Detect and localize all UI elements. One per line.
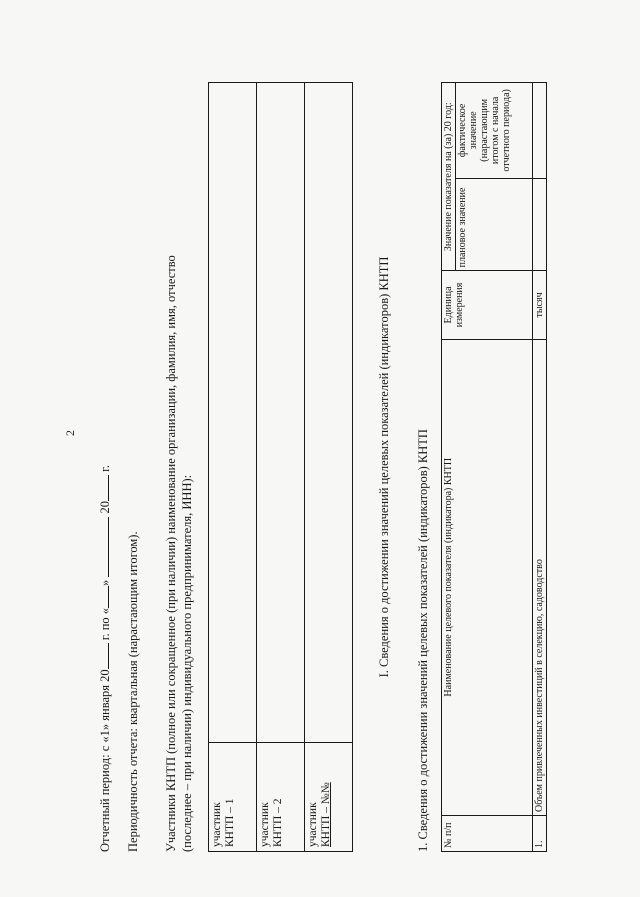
participant-label-line1: участник [211, 802, 223, 847]
row-unit: тысяч [533, 271, 547, 339]
row-name: Объем привлеченных инвестиций в селекцию, садоводство [533, 339, 547, 815]
participants-intro-1: Участники КНТП (полное или сокращенное (при наличии) наименование организации, фамилия, имя, отчество [164, 255, 178, 852]
period-suffix: г. [98, 464, 112, 472]
participant-label [257, 743, 305, 852]
col-value-header: Значение показателя на (за) 20 год: [442, 83, 456, 271]
subsection-title: 1. Сведения о достижении значений целевых показателей (индикаторов) КНТП [416, 429, 430, 852]
participant-label-line1: участник [259, 802, 271, 847]
row-plan[interactable] [533, 178, 547, 271]
participant-value[interactable] [209, 83, 257, 743]
section-title: I. Сведения о достижении значений целевых показателей (индикаторов) КНТП [377, 256, 391, 678]
participant-label-line2: КНТП – №№ [320, 782, 332, 847]
row-num: 1. [533, 815, 547, 851]
month-blank [96, 517, 109, 577]
document-body [82, 32, 545, 852]
col-unit-header: Единица измерения [442, 271, 533, 339]
col-fact-header: фактическое значение (нарастающим итогом с начала отчетного периода) [456, 83, 533, 179]
participant-value[interactable] [305, 83, 353, 743]
participant-row [257, 83, 305, 852]
row-fact[interactable] [533, 83, 547, 179]
participant-label-line1: участник [307, 802, 319, 847]
day-blank [96, 586, 109, 608]
participant-row [305, 83, 353, 852]
indicators-table [441, 82, 547, 852]
participant-row [209, 83, 257, 852]
year-end-blank [96, 475, 109, 501]
participants-intro-2: (последнее – при наличии) индивидуального предпринимателя, ИНН): [180, 474, 194, 852]
participant-label-line2: КНТП – 2 [272, 798, 284, 847]
participant-label-line2: КНТП – 1 [224, 798, 236, 847]
period-quote: » [98, 579, 112, 586]
period-prefix: Отчетный период: с «1» января 20 [98, 669, 112, 852]
period-year-prefix: 20 [98, 500, 112, 514]
table-header-row [442, 83, 456, 852]
participant-label [209, 743, 257, 852]
participants-table [208, 82, 353, 852]
year-blank [96, 643, 109, 669]
page-number: 2 [63, 430, 77, 436]
col-name-header: Наименование целевого показателя (индикатора) КНТП [442, 339, 533, 815]
participant-label [305, 743, 353, 852]
table-row [533, 83, 547, 852]
reporting-period [96, 465, 113, 852]
period-middle: г. по « [98, 607, 112, 641]
participant-value[interactable] [257, 83, 305, 743]
col-num-header: № п/п [442, 815, 533, 851]
periodicity: Периодичность отчета: квартальная (нарастающим итогом). [126, 531, 140, 852]
col-plan-header: плановое значение [456, 178, 533, 271]
